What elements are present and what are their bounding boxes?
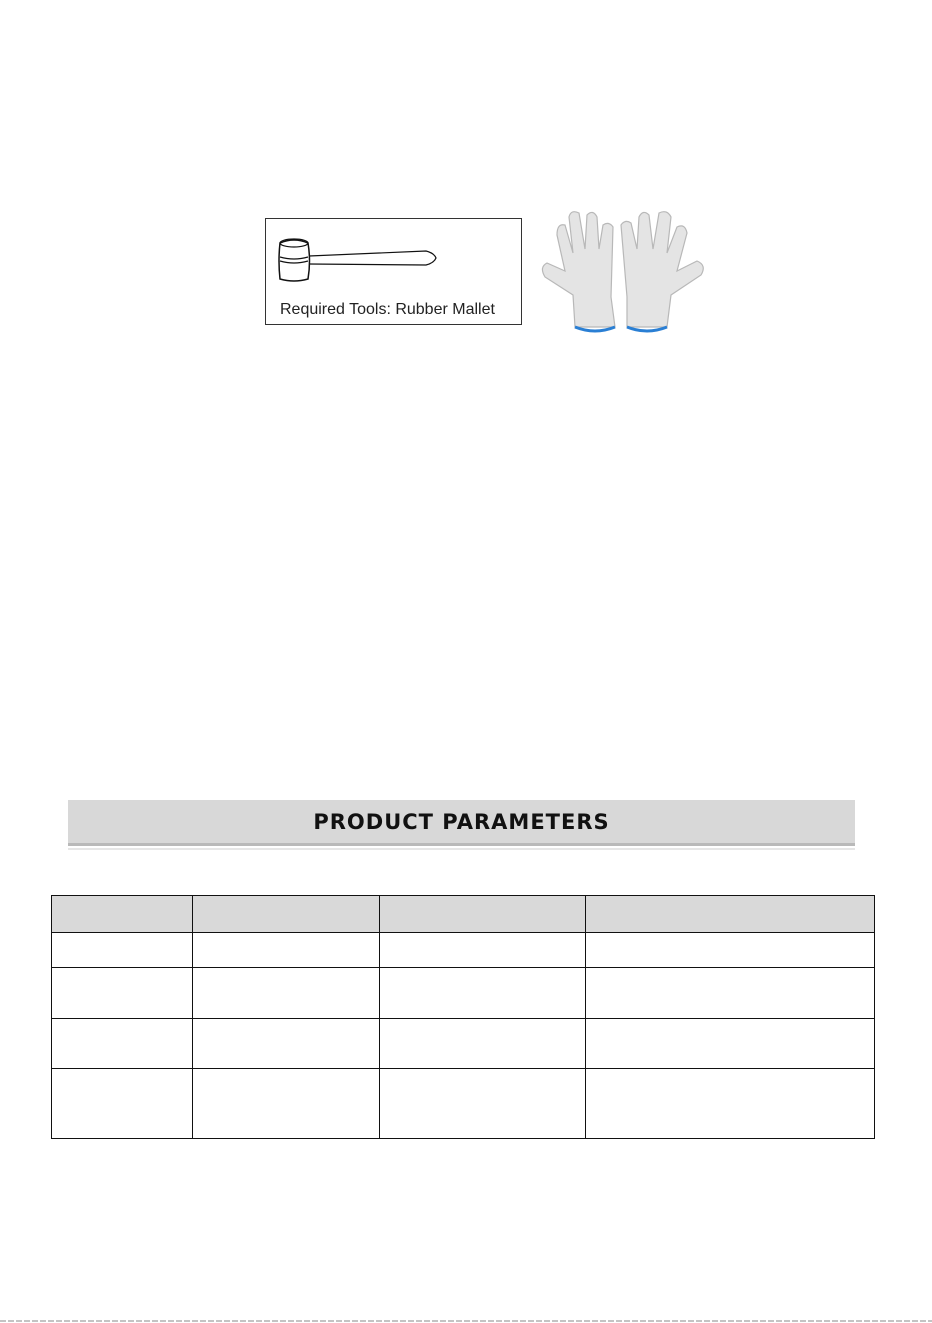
product-parameters-banner [68,800,855,846]
table-row [52,933,875,968]
table-cell [192,1019,379,1069]
table-cell [586,933,875,968]
required-tools-caption: Required Tools: Rubber Mallet [280,301,495,318]
table-row [52,1019,875,1069]
table-cell [379,968,586,1019]
product-parameters-table [51,895,875,1139]
table-cell [52,933,193,968]
table-cell [586,1069,875,1139]
table-header-cell [379,896,586,933]
table-row [52,968,875,1019]
table-cell [379,1069,586,1139]
table-cell [586,968,875,1019]
table-cell [52,968,193,1019]
table-cell [52,1069,193,1139]
table-cell [52,1019,193,1069]
table-header-cell [586,896,875,933]
page-bottom-rule [0,1320,932,1322]
table-header-cell [192,896,379,933]
required-tools-box [265,218,522,325]
table-cell [379,933,586,968]
table-cell [192,968,379,1019]
work-gloves-image [535,205,710,335]
table-cell [192,933,379,968]
banner-shadow [68,848,855,850]
table-header-row [52,896,875,933]
table-cell [379,1019,586,1069]
rubber-mallet-icon [276,231,446,291]
section-title: PRODUCT PARAMETERS [313,809,610,834]
table-cell [586,1019,875,1069]
table-row [52,1069,875,1139]
table-header-cell [52,896,193,933]
table-cell [192,1069,379,1139]
